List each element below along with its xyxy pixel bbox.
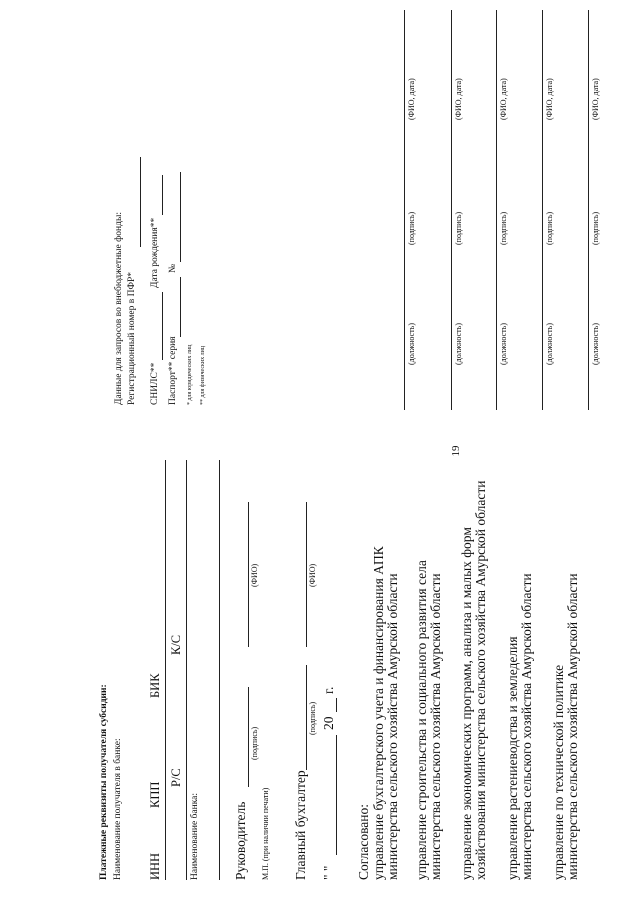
approver-3-signature-caption: (подпись) xyxy=(499,211,508,245)
approver-3-line-2: хозяйствования министерства сельского хозяйства Амурской области xyxy=(473,480,488,880)
chief-accountant-name-caption: (ФИО) xyxy=(308,563,317,587)
approver-4-name-date-caption: (ФИО, дата) xyxy=(545,78,554,120)
bank-name-label: Наименование банка: xyxy=(190,792,200,880)
chief-accountant-signature-line xyxy=(306,665,307,770)
date-year-suffix: г. xyxy=(321,686,336,694)
passport-number-line xyxy=(180,172,181,262)
rs-ks-line xyxy=(186,460,187,880)
rs-label: Р/С xyxy=(169,768,183,787)
approver-4-position-caption: (должность) xyxy=(545,323,554,365)
approver-4-signature-line xyxy=(542,10,543,410)
approver-2-name-date-caption: (ФИО, дата) xyxy=(454,78,463,120)
approver-2-line-2: министерства сельского хозяйства Амурской области xyxy=(428,573,443,880)
approver-1-name-date-caption: (ФИО, дата) xyxy=(407,78,416,120)
pfr-registration-line xyxy=(140,157,141,247)
snils-line xyxy=(162,292,163,360)
seal-note: М.П. (при наличии печати) xyxy=(261,787,270,880)
head-label: Руководитель xyxy=(233,801,248,880)
chief-accountant-label: Главный бухгалтер xyxy=(293,770,308,880)
chief-accountant-signature-caption: (подпись) xyxy=(308,701,317,735)
bank-name-line xyxy=(219,460,220,880)
approver-1-signature-caption: (подпись) xyxy=(407,211,416,245)
ks-label: К/С xyxy=(169,634,183,655)
date-quote-marks: " " xyxy=(321,865,336,880)
inn-label: ИНН xyxy=(148,852,162,880)
head-signature-caption: (подпись) xyxy=(250,726,259,760)
approver-2-line-1: управление строительства и социального развития села xyxy=(414,560,429,880)
approver-5-name-date-caption: (ФИО, дата) xyxy=(591,78,600,120)
approver-5-line-2: министерства сельского хозяйства Амурской области xyxy=(565,573,580,880)
approver-3-signature-line xyxy=(496,10,497,410)
head-name-line xyxy=(248,502,249,647)
passport-number-label: № xyxy=(168,263,178,273)
birth-date-label: Дата рождения** xyxy=(150,217,160,288)
agreed-title: Согласовано: xyxy=(356,804,371,880)
approver-4-line-2: министерства сельского хозяйства Амурской области xyxy=(519,573,534,880)
approver-4-line-1: управление растениеводства и земледелия xyxy=(505,636,520,880)
approver-1-line-2: министерства сельского хозяйства Амурской области xyxy=(385,573,400,880)
birth-date-line xyxy=(162,175,163,215)
approver-2-signature-line xyxy=(451,10,452,410)
payment-heading: Платежные реквизиты получателя субсидии: xyxy=(99,684,109,880)
head-signature-line xyxy=(248,687,249,787)
recipient-bank-name-label: Наименование получателя в банке: xyxy=(113,738,123,880)
approver-3-name-date-caption: (ФИО, дата) xyxy=(499,78,508,120)
approver-3-line-1: управление экономических программ, анализа и малых форм xyxy=(459,527,474,880)
pfr-registration-label: Регистрационный номер в ПФР* xyxy=(127,272,137,405)
approver-2-signature-caption: (подпись) xyxy=(454,211,463,245)
kpp-label: КПП xyxy=(148,781,162,808)
bik-label: БИК xyxy=(148,673,162,698)
approver-4-signature-caption: (подпись) xyxy=(545,211,554,245)
approver-2-position-caption: (должность) xyxy=(454,323,463,365)
approver-5-signature-line xyxy=(588,10,589,410)
approver-5-signature-caption: (подпись) xyxy=(591,211,600,245)
approver-5-line-1: управление по технической политике xyxy=(551,664,566,880)
snils-label: СНИЛС** xyxy=(150,362,160,405)
approver-3-position-caption: (должность) xyxy=(499,323,508,365)
head-name-caption: (ФИО) xyxy=(250,563,259,587)
passport-series-line xyxy=(180,277,181,337)
approver-1-signature-line xyxy=(404,10,405,410)
approver-5-position-caption: (должность) xyxy=(591,323,600,365)
approver-1-position-caption: (должность) xyxy=(407,323,416,365)
date-year-line xyxy=(336,698,337,712)
funds-heading: Данные для запросов во внебюджетные фонды: xyxy=(114,212,124,405)
page-number: 19 xyxy=(450,445,462,457)
inn-kpp-bik-line xyxy=(165,460,166,880)
chief-accountant-name-line xyxy=(306,502,307,647)
approver-1-line-1: управление бухгалтерского учета и финансирования АПК xyxy=(371,546,386,880)
note-legal-entities: * для юридических лиц xyxy=(187,344,193,405)
passport-series-label: Паспорт** серия xyxy=(168,336,178,405)
date-year-prefix: 20 xyxy=(321,716,336,730)
note-individuals: ** для физических лиц xyxy=(200,345,206,405)
date-line xyxy=(336,735,337,855)
